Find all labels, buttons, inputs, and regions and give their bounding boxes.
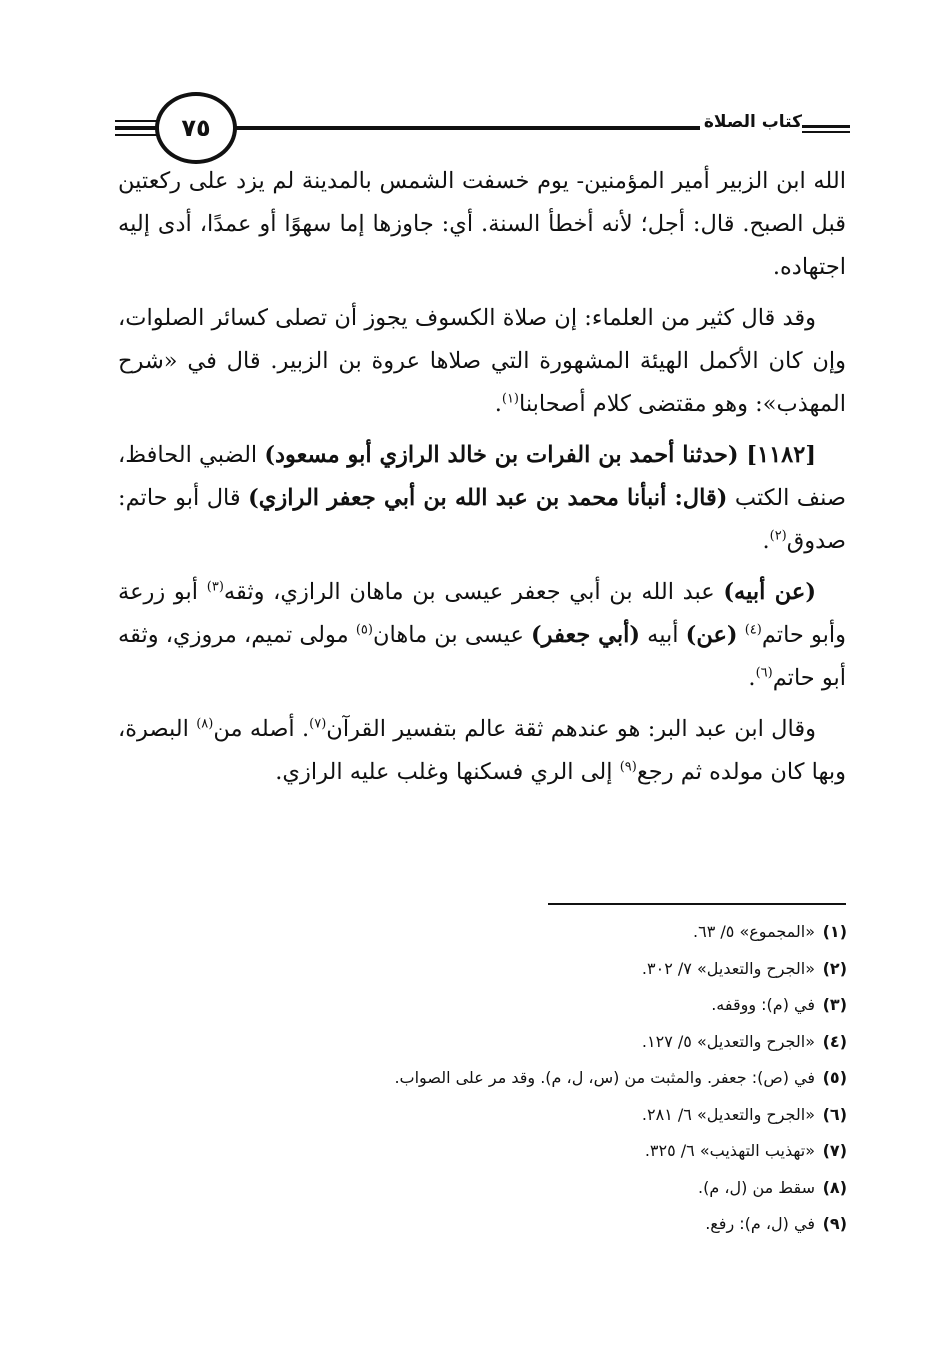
paragraph-4-text-4: عيسى بن ماهان <box>372 622 524 648</box>
footnote-text: سقط من (ل، م). <box>698 1177 815 1197</box>
header-rule-left <box>115 126 159 130</box>
footnote-text: «الجرح والتعديل» ٧/ ٣٠٢. <box>641 958 815 978</box>
footnote-item <box>207 1137 847 1174</box>
header-rule-left-top <box>115 120 159 122</box>
footnote-text: «الجرح والتعديل» ٥/ ١٢٧. <box>641 1031 815 1051</box>
footnote-ref-7[interactable]: (٧) <box>309 716 327 732</box>
paragraph-5-text-4: إلى الري فسكنها وغلب عليه الرازي. <box>275 759 613 785</box>
paragraph-4-text-2: أبو زرعة وأبو حاتم <box>118 579 846 648</box>
paragraph-4-text-3: أبيه <box>647 622 679 648</box>
footnote-ref-2[interactable]: (٢) <box>769 528 787 544</box>
paragraph-4: (عن أبيه) عبد الله بن أبي جعفر عيسى بن ماهان الرازي، وثقه$^{(٣)}$ أبو زرعة وأبو حاتم$^{(٤)}$ (عن) أبيه (أبي جعفر) عيسى بن ماهان$^{(٥)}$ مولى تميم، مروزي، وثقه أبو حاتم$^{(٦)}$. <box>118 579 846 691</box>
footnote-number: (١) <box>822 922 847 941</box>
header-rule-middle <box>233 126 700 130</box>
footnote-text: «تهذيب التهذيب» ٦/ ٣٢٥. <box>644 1141 815 1160</box>
footnote-ref-1[interactable]: (١) <box>501 391 519 407</box>
footnote-text: في (ل، م): رفع. <box>705 1214 815 1233</box>
footnote-item <box>207 1064 847 1101</box>
footnote-ref-4[interactable]: (٤) <box>744 622 762 638</box>
hadith-chain-bold-1: [١١٨٢] (حدثنا أحمد بن الفرات بن خالد الرازي أبو مسعود) <box>264 442 816 468</box>
header-rule-right-thin <box>802 131 850 133</box>
footnote-text: في (م): ووقفه. <box>711 995 815 1014</box>
paragraph-2-text: وقد قال كثير من العلماء: إن صلاة الكسوف يجوز أن تصلى كسائر الصلوات، وإن كان الأكمل الهيئة المشهورة التي صلاها عروة بن الزبير. قال في «شرح المهذب»: وهو مقتضى كلام أصحابنا <box>118 305 846 417</box>
footnote-ref-6[interactable]: (٦) <box>755 665 773 681</box>
footnote-number: (٦) <box>822 1104 847 1124</box>
footnote-number: (٤) <box>822 1031 847 1051</box>
header-rule-left-bottom <box>115 134 159 136</box>
paragraph-5-text-2: . أصله من <box>213 716 310 742</box>
hadith-chain-bold-5: (أبي جعفر) <box>531 622 640 648</box>
paragraph-5-text-1: وقال ابن عبد البر: هو عندهم ثقة عالم بتفسير القرآن <box>326 716 817 742</box>
footnote-text: «المجموع» ٥/ ٦٣. <box>693 922 815 941</box>
paragraph-4-text-5: مولى تميم، مروزي، وثقه أبو حاتم <box>118 622 846 691</box>
footnote-number: (٩) <box>822 1214 847 1233</box>
paragraph-5-text-3: البصرة، وبها كان مولده ثم رجع <box>118 716 846 785</box>
footnote-text: «الجرح والتعديل» ٦/ ٢٨١. <box>641 1104 815 1124</box>
book-title: كتاب الصلاة <box>703 112 802 132</box>
footnote-item <box>207 1101 847 1138</box>
footnote-number: (٥) <box>822 1068 847 1087</box>
footnote-item <box>207 955 847 992</box>
paragraph-4-text-1: عبد الله بن أبي جعفر عيسى بن ماهان الرازي، وثقه <box>223 579 715 605</box>
footnote-number: (٨) <box>822 1177 847 1197</box>
hadith-chain-bold-2: (قال: أنبأنا محمد بن عبد الله بن أبي جعفر الرازي) <box>248 485 728 511</box>
paragraph-1 <box>118 160 846 289</box>
footnote-item <box>207 1174 847 1211</box>
footnote-ref-8[interactable]: (٨) <box>196 716 214 732</box>
paragraph-1-text: الله ابن الزبير أمير المؤمنين- يوم خسفت الشمس بالمدينة لم يزد على ركعتين قبل الصبح. قال: أجل؛ لأنه أخطأ السنة. أي: جاوزها إما سهوًا أو عمدًا، أدى إليه اجتهاده. <box>118 168 846 280</box>
paragraph-2: وقد قال كثير من العلماء: إن صلاة الكسوف يجوز أن تصلى كسائر الصلوات، وإن كان الأكمل الهيئة المشهورة التي صلاها عروة بن الزبير. قال في «شرح المهذب»: وهو مقتضى كلام أصحابنا$^{(١)}$. <box>118 305 846 417</box>
footnote-text: في (ص): جعفر. والمثبت من (س، ل، م). وقد مر على الصواب. <box>394 1068 815 1087</box>
footnote-number: (٣) <box>822 995 847 1014</box>
footnote-item <box>207 991 847 1028</box>
main-text <box>118 160 846 802</box>
footnote-item <box>207 1210 847 1247</box>
hadith-chain-bold-3: (عن أبيه) <box>723 579 816 605</box>
footnote-separator <box>548 903 846 905</box>
paragraph-3: [١١٨٢] (حدثنا أحمد بن الفرات بن خالد الرازي أبو مسعود) الضبي الحافظ، صنف الكتب (قال: أنبأنا محمد بن عبد الله بن أبي جعفر الرازي) قال أبو حاتم: صدوق$^{(٢)}$. <box>118 442 846 554</box>
page-number-badge <box>155 92 237 164</box>
footnotes <box>207 918 847 1247</box>
header-rule-right <box>802 125 850 128</box>
page-number: ٧٥ <box>181 114 211 142</box>
footnote-number: (٢) <box>822 958 847 978</box>
footnote-ref-3[interactable]: (٣) <box>206 579 224 595</box>
paragraph-3-text-1: الضبي الحافظ، صنف الكتب <box>118 442 846 511</box>
paragraph-5 <box>118 708 846 794</box>
footnote-ref-5[interactable]: (٥) <box>355 622 373 638</box>
hadith-chain-bold-4: (عن) <box>685 622 738 648</box>
footnote-ref-9[interactable]: (٩) <box>619 759 637 775</box>
footnote-item <box>207 918 847 955</box>
footnote-number: (٧) <box>822 1141 847 1160</box>
paragraph-3-text-2: قال أبو حاتم: صدوق <box>118 485 846 554</box>
footnote-item <box>207 1028 847 1065</box>
